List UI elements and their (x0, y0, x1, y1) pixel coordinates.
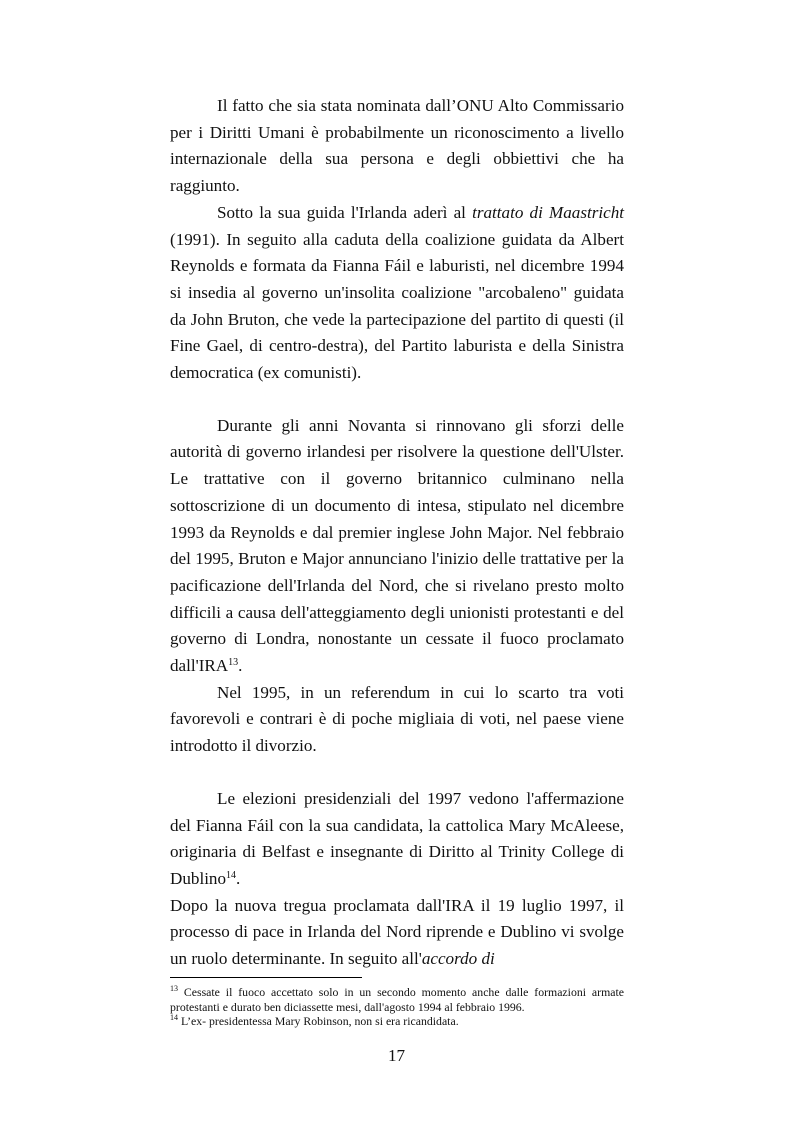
paragraph-1 (170, 93, 624, 200)
paragraph-5-text: Le elezioni presidenziali del 1997 vedono l'affermazione del Fianna Fáil con la sua candidata, la cattolica Mary McAleese, originaria di Belfast e insegnante di Diritto al Trinity College di Dublino (170, 788, 624, 888)
paragraph-3-end: . (238, 656, 243, 676)
paragraph-5 (170, 786, 624, 893)
paragraph-3-text: Durante gli anni Novanta si rinnovano gli sforzi delle autorità di governo irlandesi per risolvere la questione dell'Ulster. Le trattative con il governo britannico culminano nella sottoscrizione di un documento di intesa, stipulato nel dicembre 1993 da Reynolds e dal premier inglese John Major. Nel febbraio del 1995, Bruton e Major annunciano l'inizio delle trattative per la pacificazione dell'Irlanda del Nord, che si rivelano presto molto difficili a causa dell'atteggiamento degli unionisti protestanti e del governo di Londra, nonostante un cessate il fuoco proclamato dall'IRA (170, 415, 624, 676)
treaty-name: trattato di Maastricht (472, 202, 625, 222)
footnote-divider (170, 977, 362, 978)
footnote-13 (170, 985, 624, 1014)
footnote-ref-14: 14 (226, 869, 237, 881)
footnote-ref-13: 13 (228, 657, 239, 669)
paragraph-2 (170, 200, 624, 387)
body-text (170, 93, 624, 973)
paragraph-6 (170, 893, 624, 973)
footnote-14-number: 14 (170, 1013, 178, 1023)
paragraph-6-text: Dopo la nuova tregua proclamata dall'IRA il 19 luglio 1997, il processo di pace in Irlanda del Nord riprende e Dublino vi svolge un ruolo determinante. In seguito all' (170, 895, 624, 969)
page-number: 17 (387, 1046, 406, 1065)
footnote-14 (170, 1014, 624, 1029)
paragraph-2-text-b: (1991). In seguito alla caduta della coalizione guidata da Albert Reynolds e formata da Fianna Fáil e laburisti, nel dicembre 1994 si insedia al governo un'insolita coalizione "arcobaleno" guidata da John Bruton, che vede la partecipazione del partito di questi (il Fine Gael, di centro-destra), del Partito laburista e della Sinistra democratica (ex comunisti). (170, 229, 624, 383)
paragraph-3 (170, 413, 624, 680)
paragraph-5-end: . (236, 868, 241, 888)
paragraph-2-text-a: Sotto la sua guida l'Irlanda aderì al (217, 202, 473, 222)
footnote-13-number: 13 (170, 984, 178, 993)
footnote-14-text: L’ex- presidentessa Mary Robinson, non si era ricandidata. (178, 1014, 459, 1029)
footnote-13-text: Cessate il fuoco accettato solo in un secondo momento anche dalle formazioni armate protestanti e durato ben diciassette mesi, dall'agosto 1994 al febbraio 1996. (170, 985, 624, 1014)
paragraph-4-text: Nel 1995, in un referendum in cui lo scarto tra voti favorevoli e contrari è di poche migliaia di voti, nel paese viene introdotto il divorzio. (170, 682, 624, 756)
paragraph-4 (170, 680, 624, 760)
paragraph-1-text: Il fatto che sia stata nominata dall’ONU Alto Commissario per i Diritti Umani è probabilmente un riconoscimento a livello internazionale della sua persona e degli obbiettivi che ha raggiunto. (170, 96, 624, 196)
accord-name: accordo di (421, 949, 495, 969)
footnotes (170, 985, 624, 1029)
